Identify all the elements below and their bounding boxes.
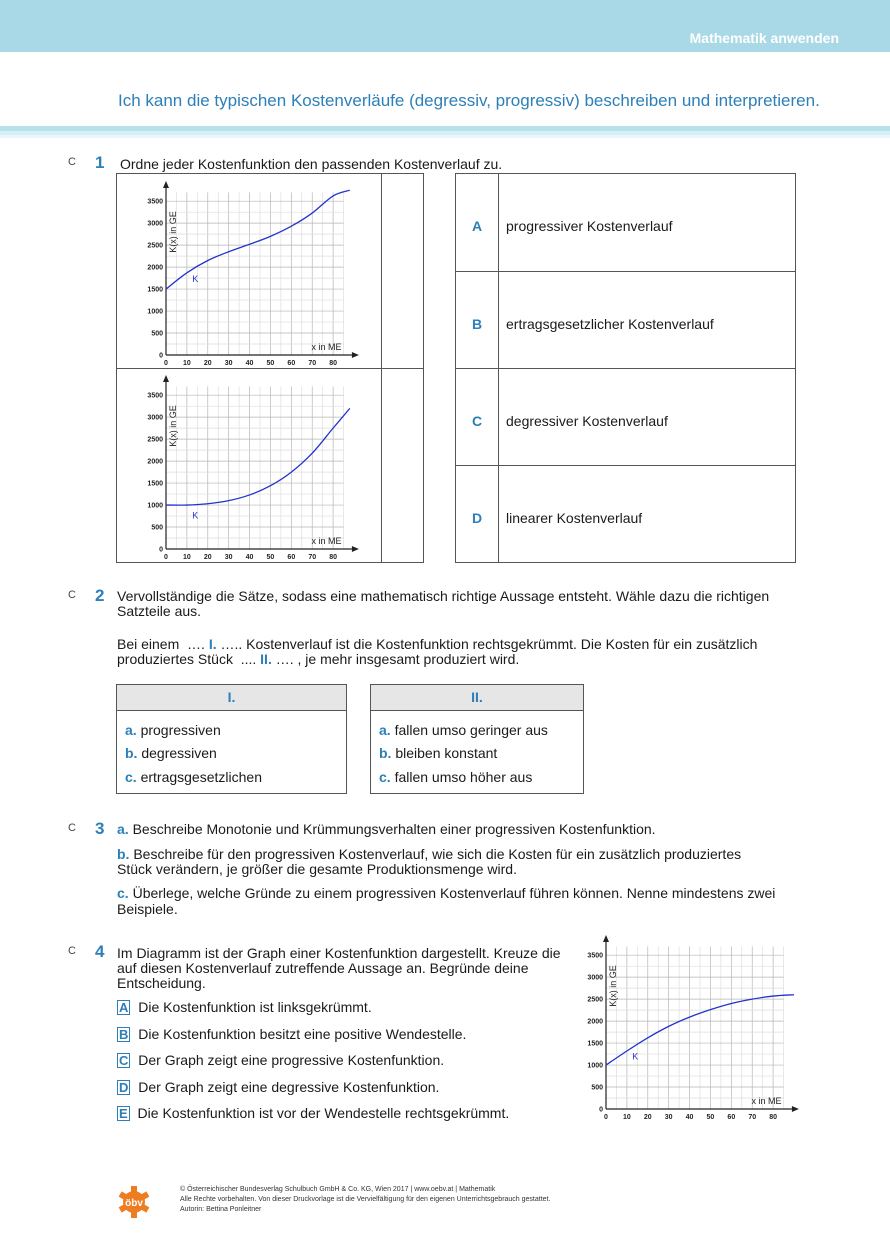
x-tick-label: 70 <box>748 1114 757 1121</box>
x-tick-label: 50 <box>706 1114 715 1121</box>
option-text: progressiver Kostenverlauf <box>506 218 673 234</box>
y-tick-label: 1500 <box>147 480 163 488</box>
selection-table-II <box>370 684 584 794</box>
y-axis-arrow <box>163 181 169 188</box>
task-text-line: auf diesen Kostenverlauf zutreffende Aussage an. Begründe deine <box>117 960 529 976</box>
subtask-c-line2: Beispiele. <box>117 901 178 917</box>
answer-cell[interactable] <box>383 370 422 561</box>
gap-marker-II: II. <box>260 651 272 667</box>
y-tick-label: 0 <box>159 352 163 360</box>
task-text-line: Satzteile aus. <box>117 603 202 619</box>
task-number: 2 <box>95 586 105 605</box>
x-tick-label: 50 <box>266 360 275 367</box>
y-tick-label: 1000 <box>587 1062 603 1070</box>
y-tick-label: 3000 <box>587 974 603 982</box>
subtask-letter: b. <box>117 846 130 862</box>
cost-curve <box>166 408 350 505</box>
cloze-sentence-line <box>117 652 519 667</box>
task-number: 3 <box>95 819 105 838</box>
y-axis-label: K(x) in GE <box>608 965 618 1007</box>
option-text: linearer Kostenverlauf <box>506 510 643 526</box>
x-tick-label: 10 <box>622 1114 631 1121</box>
task-text-line: Im Diagramm ist der Graph einer Kostenfunktion dargestellt. Kreuze die <box>117 945 561 961</box>
choice-text: Die Kostenfunktion besitzt eine positive Wendestelle. <box>134 1026 467 1042</box>
x-tick-label: 60 <box>727 1114 736 1121</box>
y-tick-label: 3000 <box>147 414 163 422</box>
logo-text: öbv <box>125 1198 143 1209</box>
y-axis-arrow <box>163 375 169 382</box>
subtask-letter: c. <box>117 885 129 901</box>
option-letter: C <box>471 413 483 429</box>
y-tick-label: 3500 <box>587 952 603 960</box>
checkbox-letter[interactable]: B <box>119 1027 129 1042</box>
x-axis-arrow <box>792 1106 799 1112</box>
subtask-b-line2: Stück verändern, je größer die gesamte Produktionsmenge wird. <box>117 861 517 877</box>
x-tick-label: 80 <box>329 360 338 367</box>
x-tick-label: 40 <box>245 554 254 561</box>
y-tick-label: 1500 <box>147 286 163 294</box>
task-tag: C <box>68 156 76 168</box>
option-row[interactable] <box>456 174 795 271</box>
y-axis-arrow <box>603 935 609 942</box>
choice-text: ertragsgesetzlichen <box>136 769 262 785</box>
y-tick-label: 1000 <box>147 308 163 316</box>
y-axis-label: K(x) in GE <box>168 211 178 253</box>
task-tag: C <box>68 945 76 957</box>
x-axis-label: x in ME <box>311 536 342 546</box>
checkbox-letter[interactable]: A <box>119 1000 129 1015</box>
y-tick-label: 1000 <box>147 502 163 510</box>
x-axis-arrow <box>352 546 359 552</box>
option-letter: A <box>471 218 483 234</box>
x-tick-label: 0 <box>604 1114 608 1121</box>
y-tick-label: 3500 <box>147 198 163 206</box>
x-tick-label: 80 <box>329 554 338 561</box>
y-tick-label: 0 <box>159 546 163 554</box>
x-tick-label: 50 <box>266 554 275 561</box>
y-tick-label: 0 <box>599 1106 603 1114</box>
y-tick-label: 1500 <box>587 1040 603 1048</box>
curve-label: K <box>632 1051 639 1062</box>
choice-item[interactable] <box>125 769 262 785</box>
cloze-text: ….. Kostenverlauf ist die Kostenfunktion rechtsgekrümmt. Die Kosten für ein zusätzlich <box>216 636 758 652</box>
x-tick-label: 30 <box>224 360 233 367</box>
y-tick-label: 2000 <box>587 1018 603 1026</box>
choice-row[interactable] <box>117 1053 444 1068</box>
x-tick-label: 40 <box>245 360 254 367</box>
x-axis-label: x in ME <box>311 342 342 352</box>
x-axis-label: x in ME <box>751 1096 782 1106</box>
choice-text: Der Graph zeigt eine degressive Kostenfunktion. <box>134 1079 440 1095</box>
choice-text: bleiben konstant <box>391 745 498 761</box>
x-tick-label: 10 <box>182 360 191 367</box>
y-tick-label: 500 <box>591 1084 603 1092</box>
curve-label: K <box>192 510 199 521</box>
divider-stripe <box>0 135 890 138</box>
x-tick-label: 60 <box>287 554 296 561</box>
choice-letter: b. <box>379 745 392 761</box>
oebv-logo <box>114 1186 154 1220</box>
gap-marker-I: I. <box>208 636 217 652</box>
x-tick-label: 20 <box>643 1114 652 1121</box>
x-tick-label: 60 <box>287 360 296 367</box>
x-tick-label: 80 <box>769 1114 778 1121</box>
choice-text: Die Kostenfunktion ist linksgekrümmt. <box>134 999 372 1015</box>
choice-item[interactable] <box>125 722 221 738</box>
x-tick-label: 10 <box>182 554 191 561</box>
cloze-text: produziertes Stück .... <box>117 651 261 667</box>
choice-text: degressiven <box>137 745 217 761</box>
choice-letter: a. <box>379 722 391 738</box>
option-letter: D <box>471 510 483 526</box>
choice-letter: c. <box>379 769 391 785</box>
curve-label: K <box>192 273 199 284</box>
choice-text: progressiven <box>136 722 221 738</box>
task-text-line: Entscheidung. <box>117 975 206 991</box>
y-tick-label: 2500 <box>147 242 163 250</box>
x-tick-label: 0 <box>164 360 168 367</box>
cost-chart-2 <box>140 374 370 564</box>
learning-goal: Ich kann die typischen Kostenverläufe (degressiv, progressiv) beschreiben und interpretieren. <box>118 91 820 110</box>
x-tick-label: 0 <box>164 554 168 561</box>
cloze-text: …. , je mehr insgesamt produziert wird. <box>271 651 520 667</box>
task-text-line: Vervollständige die Sätze, sodass eine mathematisch richtige Aussage entsteht. Wähle dazu die richtigen <box>117 588 770 604</box>
subtask-text: Beschreibe Monotonie und Krümmungsverhalten einer progressiven Kostenfunktion. <box>128 821 656 837</box>
choice-row[interactable] <box>117 1000 372 1015</box>
choice-item[interactable] <box>379 722 548 738</box>
choice-item[interactable] <box>125 745 217 761</box>
choice-text: Der Graph zeigt eine progressive Kostenfunktion. <box>134 1052 445 1068</box>
cost-chart-3 <box>580 934 810 1124</box>
choice-letter: b. <box>125 745 138 761</box>
answer-cell[interactable] <box>383 175 422 367</box>
x-tick-label: 70 <box>308 360 317 367</box>
y-tick-label: 2000 <box>147 264 163 272</box>
cloze-sentence-line <box>117 637 757 652</box>
option-row[interactable] <box>456 271 795 369</box>
selection-table-I <box>116 684 347 794</box>
task-tag: C <box>68 589 76 601</box>
cost-chart-1 <box>140 180 370 370</box>
y-tick-label: 500 <box>151 330 163 338</box>
task-number: 1 <box>95 153 105 172</box>
choice-text: fallen umso geringer aus <box>390 722 548 738</box>
subtask-letter: a. <box>117 821 129 837</box>
option-row[interactable] <box>456 465 795 562</box>
x-tick-label: 20 <box>203 554 212 561</box>
subtask-a <box>117 822 656 837</box>
x-axis-arrow <box>352 352 359 358</box>
x-tick-label: 70 <box>308 554 317 561</box>
x-tick-label: 40 <box>685 1114 694 1121</box>
cloze-text: Bei einem …. <box>117 636 209 652</box>
y-tick-label: 2000 <box>147 458 163 466</box>
checkbox-letter[interactable]: C <box>119 1053 129 1068</box>
x-tick-label: 30 <box>224 554 233 561</box>
choice-text: Die Kostenfunktion ist vor der Wendestelle rechtsgekrümmt. <box>133 1105 510 1121</box>
subtask-c <box>117 886 775 901</box>
task-number: 4 <box>95 942 105 961</box>
footer-copyright: © Österreichischer Bundesverlag Schulbuch GmbH & Co. KG, Wien 2017 | www.oebv.at | Mathematik <box>180 1186 496 1193</box>
option-letter: B <box>471 316 483 332</box>
subtask-text: Beschreibe für den progressiven Kostenverlauf, wie sich die Kosten für ein zusätzlich produziertes <box>129 846 742 862</box>
choice-text: fallen umso höher aus <box>390 769 533 785</box>
y-tick-label: 3500 <box>147 392 163 400</box>
options-table <box>455 173 796 563</box>
table-header: I. <box>117 685 346 711</box>
footer-rights: Alle Rechte vorbehalten. Von dieser Druckvorlage ist die Vervielfältigung für den eigenen Unterrichtsgebrauch gestattet. <box>180 1196 551 1203</box>
task-tag: C <box>68 822 76 834</box>
choice-row[interactable] <box>117 1080 439 1095</box>
y-tick-label: 2500 <box>147 436 163 444</box>
option-text: ertragsgesetzlicher Kostenverlauf <box>506 316 714 332</box>
table-header: II. <box>371 685 583 711</box>
subtask-text: Überlege, welche Gründe zu einem progressiven Kostenverlauf führen können. Nenne mindestens zwei <box>128 885 776 901</box>
choice-letter: c. <box>125 769 137 785</box>
option-text: degressiver Kostenverlauf <box>506 413 668 429</box>
y-axis-label: K(x) in GE <box>168 405 178 447</box>
y-tick-label: 2500 <box>587 996 603 1004</box>
choice-letter: a. <box>125 722 137 738</box>
choice-item[interactable] <box>379 769 532 785</box>
choice-row[interactable] <box>117 1027 466 1042</box>
choice-item[interactable] <box>379 745 497 761</box>
x-tick-label: 30 <box>664 1114 673 1121</box>
y-tick-label: 500 <box>151 524 163 532</box>
choice-row[interactable] <box>117 1106 509 1121</box>
subtask-b <box>117 847 741 862</box>
header-title: Mathematik anwenden <box>689 30 839 46</box>
y-tick-label: 3000 <box>147 220 163 228</box>
checkbox-letter[interactable]: E <box>119 1106 128 1121</box>
footer-author: Autorin: Bettina Ponleitner <box>180 1206 262 1213</box>
task-text: Ordne jeder Kostenfunktion den passenden Kostenverlauf zu. <box>120 156 503 172</box>
checkbox-letter[interactable]: D <box>119 1080 129 1095</box>
x-tick-label: 20 <box>203 360 212 367</box>
option-row[interactable] <box>456 368 795 466</box>
